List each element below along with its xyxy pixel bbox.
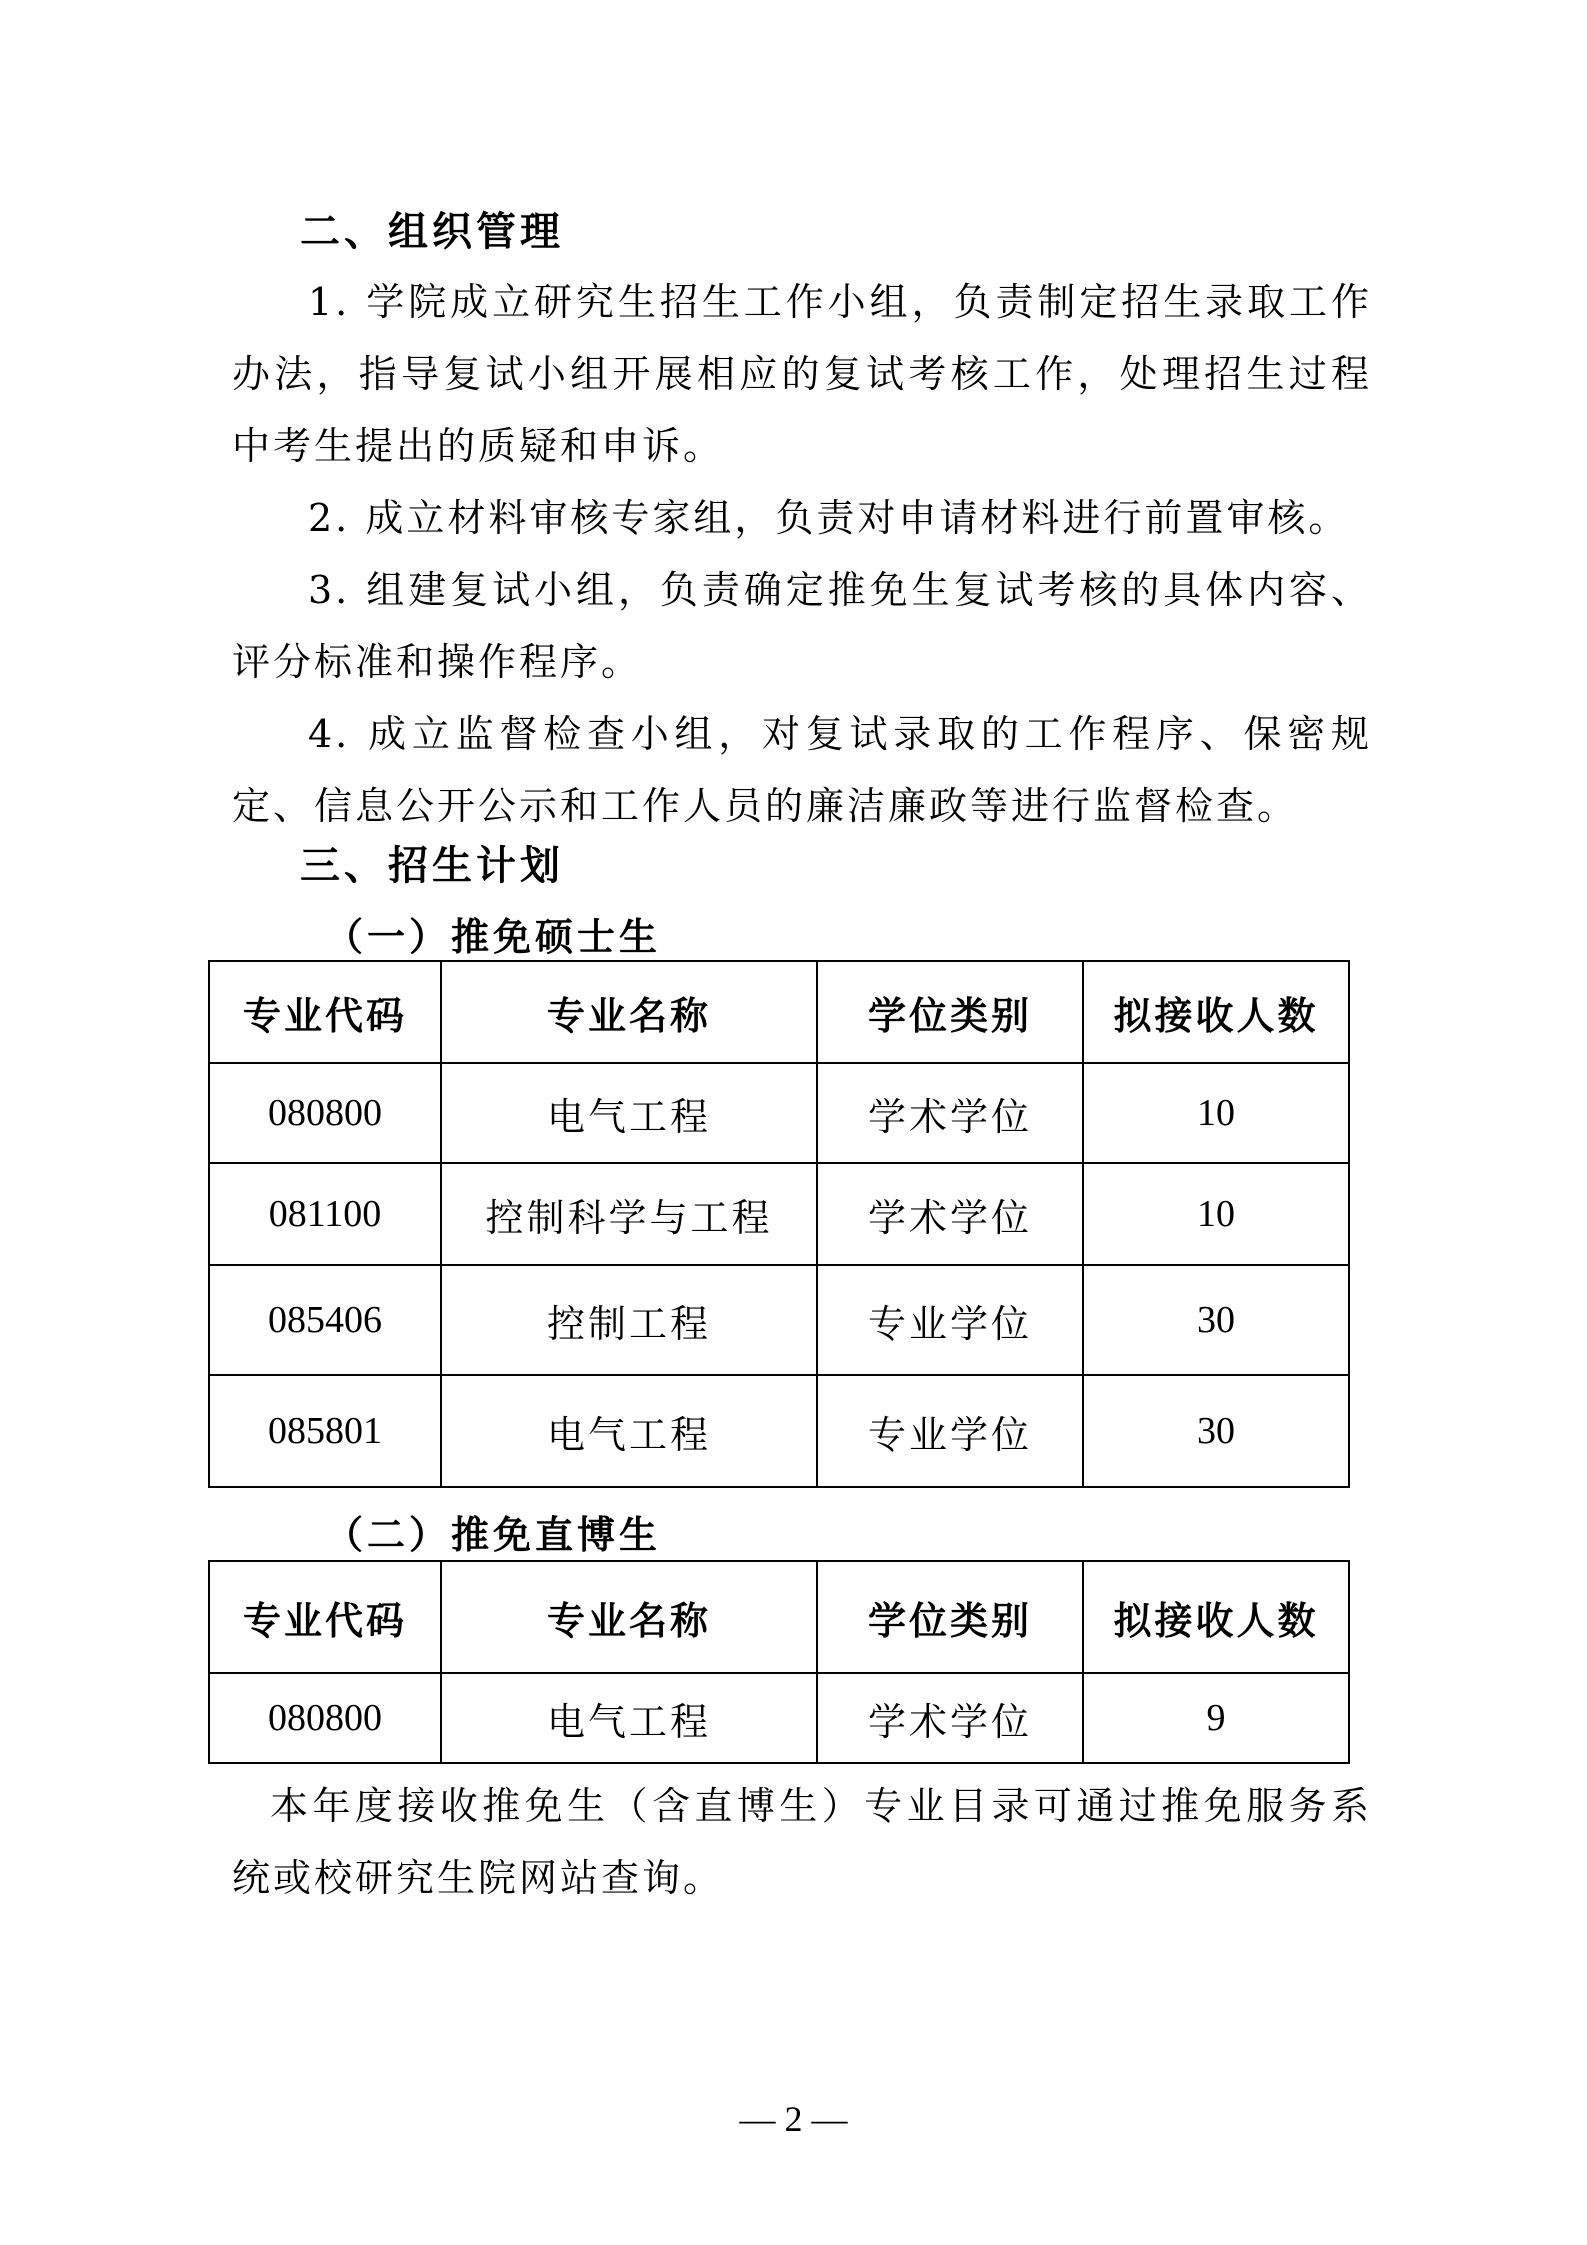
table-row [209, 1265, 1349, 1375]
cell-degree-type: 学术学位 [817, 1673, 1083, 1763]
table-row [209, 1375, 1349, 1487]
table-row [209, 1063, 1349, 1163]
section-3-heading: 三、招生计划 [300, 843, 564, 889]
cell-major-name: 电气工程 [441, 1375, 817, 1487]
header-planned-count: 拟接收人数 [1083, 961, 1349, 1063]
table-header-row [209, 1561, 1349, 1673]
cell-major-code: 085801 [209, 1375, 441, 1487]
header-degree-type: 学位类别 [817, 961, 1083, 1063]
table-row [209, 1673, 1349, 1763]
catalog-note: 本年度接收推免生（含直博生）专业目录可通过推免服务系统或校研究生院网站查询。 [232, 1784, 1372, 1900]
header-major-name: 专业名称 [441, 1561, 817, 1673]
header-major-code: 专业代码 [209, 961, 441, 1063]
cell-major-name: 电气工程 [441, 1673, 817, 1763]
cell-major-name: 控制工程 [441, 1265, 817, 1375]
cell-planned-count: 30 [1083, 1265, 1349, 1375]
section-2-item-2: 2. 成立材料审核专家组，负责对申请材料进行前置审核。 [308, 496, 1350, 540]
section-2-item-4: 4. 成立监督检查小组，对复试录取的工作程序、保密规定、信息公开公示和工作人员的廉洁廉政等进行监督检查。 [232, 712, 1372, 828]
cell-degree-type: 学术学位 [817, 1063, 1083, 1163]
header-major-name: 专业名称 [441, 961, 817, 1063]
header-degree-type: 学位类别 [817, 1561, 1083, 1673]
cell-major-code: 085406 [209, 1265, 441, 1375]
table-header-row [209, 961, 1349, 1063]
section-2-item-1: 1. 学院成立研究生招生工作小组，负责制定招生录取工作办法，指导复试小组开展相应的复试考核工作，处理招生过程中考生提出的质疑和申诉。 [232, 280, 1372, 468]
section-2-item-3: 3. 组建复试小组，负责确定推免生复试考核的具体内容、评分标准和操作程序。 [232, 568, 1372, 684]
master-plan-table [208, 960, 1350, 1488]
cell-major-name: 控制科学与工程 [441, 1163, 817, 1265]
cell-degree-type: 专业学位 [817, 1265, 1083, 1375]
cell-major-name: 电气工程 [441, 1063, 817, 1163]
page-number: — 2 — [739, 2099, 848, 2139]
header-planned-count: 拟接收人数 [1083, 1561, 1349, 1673]
phd-plan-table [208, 1560, 1350, 1764]
master-plan-title: （一）推免硕士生 [325, 915, 662, 959]
cell-planned-count: 10 [1083, 1063, 1349, 1163]
cell-planned-count: 30 [1083, 1375, 1349, 1487]
cell-degree-type: 学术学位 [817, 1163, 1083, 1265]
table-row [209, 1163, 1349, 1265]
cell-major-code: 080800 [209, 1063, 441, 1163]
phd-plan-title: （二）推免直博生 [325, 1513, 662, 1557]
cell-planned-count: 10 [1083, 1163, 1349, 1265]
cell-planned-count: 9 [1083, 1673, 1349, 1763]
section-2-heading: 二、组织管理 [300, 209, 564, 255]
header-major-code: 专业代码 [209, 1561, 441, 1673]
cell-degree-type: 专业学位 [817, 1375, 1083, 1487]
cell-major-code: 080800 [209, 1673, 441, 1763]
cell-major-code: 081100 [209, 1163, 441, 1265]
